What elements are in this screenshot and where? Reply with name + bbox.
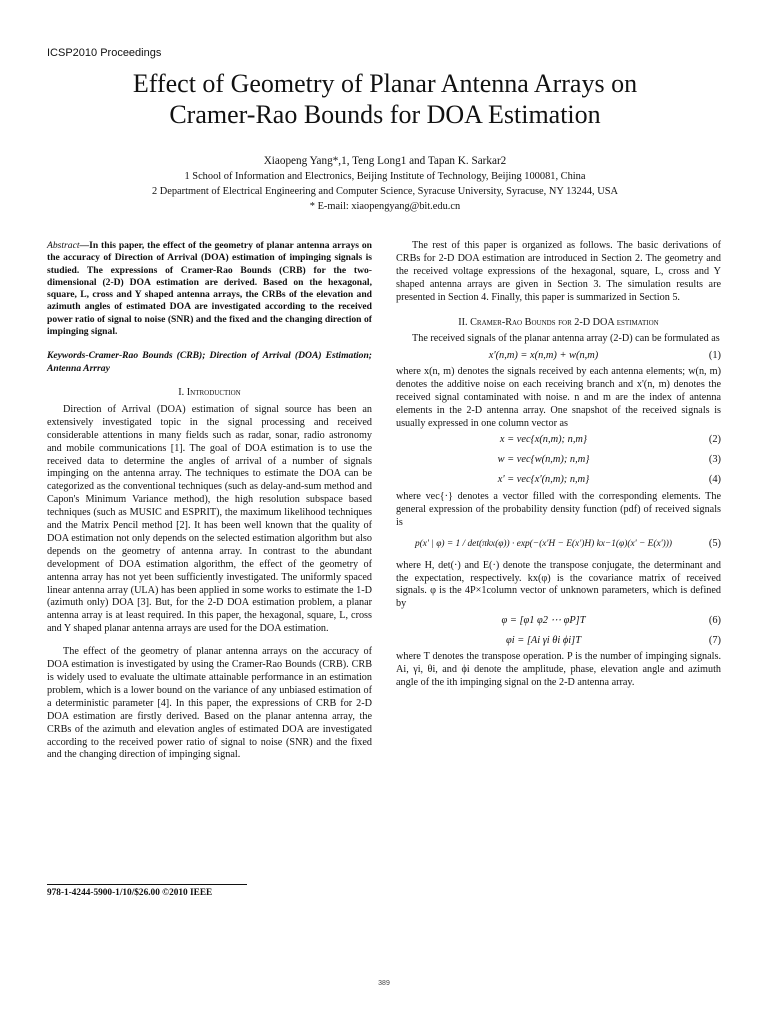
equation-1-number: (1) [708, 349, 721, 361]
intro-paragraph-2: The effect of the geometry of planar antenna arrays on the accuracy of DOA estimation is investigated by using the Cramer-Rao Bounds (CRB). CRB is widely used to evaluate the ultimate attainable performance in an estimation problem, which is a lower bound on the variance of any unbiased estimation of a deterministic parameter [4]. In this paper, the expressions of CRB for 2-D DOA estimation are firstly derived. Based on the planar antenna array, the CRBs of the azimuth and elevation angles of estimated DOA are investigated according to the received power ratio of signal to noise (SNR) and the fixed and the changing direction of impinging signal. [47, 646, 372, 761]
equation-2-body: x = vec{x(n,m); n,m} [499, 434, 588, 446]
abstract-text: —In this paper, the effect of the geometry of planar antenna arrays on the accuracy of Direction of Arrival (DOA) estimation of impinging signals is studied. The expressions of Cramer-Rao Bounds (CRB) for the two-dimensional (2-D) DOA estimation are derived. Based on the hexagonal, square, L, cross and Y shaped antenna arrays, the CRBs of the elevation and azimuth angles of estimated DOA are investigated according to the received power ratio of signal to noise (SNR) and the fixed and the changing direction of impinging signal. [47, 240, 372, 338]
copyright-footer: 978-1-4244-5900-1/10/$26.00 ©2010 IEEE [47, 888, 213, 898]
equation-1-body: x'(n,m) = x(n,m) + w(n,m) [488, 349, 599, 361]
keywords: Keywords-Cramer-Rao Bounds (CRB); Direction of Arrival (DOA) Estimation; Antenna Arrray [47, 350, 372, 374]
equation-6 [396, 611, 721, 631]
intro-paragraph-1: Direction of Arrival (DOA) estimation of signal source has been an extensively investigated topic in the signal processing and received considerable attentions in many fields such as radar, sonar, radio astronomy and mobile communications [1]. The goal of DOA estimation is to use the received data to determine the angles of arrival of a number of signals impinging on the antenna array. The techniques to estimate the DOA can be categorized as the conventional techniques (such as delay-and-sum method and Capon's Minimum Variance method), the high resolution subspace based techniques (such as MUSIC and ESPRIT), the maximum likelihood techniques and the Matrix Pencil method [2]. It has been well known that the quality of DOA estimation not only depends on the selected estimation algorithm but also depends on the geometry of antenna array. In contrast to the abundant development of DOA estimation algorithm, the effect of the geometry of antenna array has not yet been sufficiently investigated. The uniformly spaced linear antenna array (ULA) has been applied in some works to estimate the 1-D (azimuth only) DOA [3]. But, for the 2-D DOA estimation problem, a planar antenna array is at least required. In this paper, the hexagonal, square, L, cross and Y shaped planar antenna arrays are used for the DOA estimation. [47, 403, 372, 635]
affiliation-2: 2 Department of Electrical Engineering and Computer Science, Syracuse University, Syracuse, NY 13244, USA [151, 186, 619, 197]
pdf-paragraph: where vec{·} denotes a vector filled with the corresponding elements. The general expression of the probability density function (pdf) of received signals is [396, 490, 721, 528]
equation-4-number: (4) [708, 474, 721, 486]
equation-3-number: (3) [708, 454, 721, 466]
abstract-label: Abstract [47, 240, 80, 251]
equation-2 [396, 431, 721, 451]
title-line-1: Effect of Geometry of Planar Antenna Arrays on [132, 69, 638, 98]
covariance-paragraph: where H, det(·) and E(·) denote the transpose conjugate, the determinant and the expectation, respectively. kx(φ) is the covariance matrix of received signals. φ is the 4P×1column vector of unknown parameters, which is defined by [396, 559, 721, 610]
email: * E-mail: xiaopengyang@bit.edu.cn [309, 201, 461, 212]
section-2-heading: II. Cramer-Rao Bounds for 2-D DOA estimation [458, 316, 659, 328]
equation-3 [396, 451, 721, 471]
equation-5-number: (5) [708, 538, 721, 550]
signal-definition-paragraph: where x(n, m) denotes the signals received by each antenna elements; w(n, m) denotes the additive noise on each receiving branch and x'(n, m) denotes the received signal contaminated with noise. n and m are the index of antenna elements in the 2-D antenna array. One snapshot of the received signals is usually expressed in one column vector as [396, 366, 721, 429]
equation-5-body: p(x' | φ) = 1 / det(πkx(φ)) · exp(−(x'H − E(x')H) kx−1(φ)(x' − E(x'))) [414, 539, 673, 550]
equation-4-body: x' = vec{x'(n,m); n,m} [497, 474, 590, 486]
paper-title [40, 68, 730, 130]
affiliation-1: 1 School of Information and Electronics, Beijing Institute of Technology, Beijing 100081, China [184, 171, 586, 182]
page-number: 389 [378, 980, 390, 987]
abstract [47, 240, 372, 338]
left-column [47, 240, 372, 762]
equation-5 [396, 530, 721, 560]
outline-paragraph: The rest of this paper is organized as follows. The basic derivations of CRBs for 2-D DOA estimation are introduced in Section 2. The geometry and the received voltage expressions of the hexagonal, square, L, cross and Y shaped antenna arrays are given in Section 3. The simulation results are presented in Section 4. Finally, this paper is summarized in Section 5. [396, 240, 721, 303]
received-signals-paragraph: The received signals of the planar antenna array (2-D) can be formulated as [412, 333, 720, 345]
equation-6-body: φ = [φ1 φ2 ⋯ φP]T [501, 614, 586, 626]
equation-1 [396, 346, 721, 366]
section-1-heading: I. Introduction [178, 386, 241, 398]
footer-divider [47, 884, 247, 885]
equation-7 [396, 631, 721, 651]
authors: Xiaopeng Yang*,1, Teng Long1 and Tapan K. Sarkar2 [263, 155, 507, 167]
equation-6-number: (6) [708, 614, 721, 626]
equation-7-body: φi = [Ai γi θi ϕi]T [506, 634, 581, 646]
equation-7-number: (7) [708, 634, 721, 646]
equation-2-number: (2) [708, 434, 721, 446]
equation-4 [396, 471, 721, 491]
parameters-paragraph: where T denotes the transpose operation. P is the number of impinging signals. Ai, γi, θi, and ϕi denote the amplitude, phase, elevation angle and azimuth angle of the ith impinging signal on the 2-D antenna array. [396, 651, 721, 689]
title-line-2: Cramer-Rao Bounds for DOA Estimation [169, 100, 601, 129]
equation-3-body: w = vec{w(n,m); n,m} [497, 454, 590, 466]
proceedings-header: ICSP2010 Proceedings [47, 47, 162, 59]
right-column [396, 240, 721, 690]
